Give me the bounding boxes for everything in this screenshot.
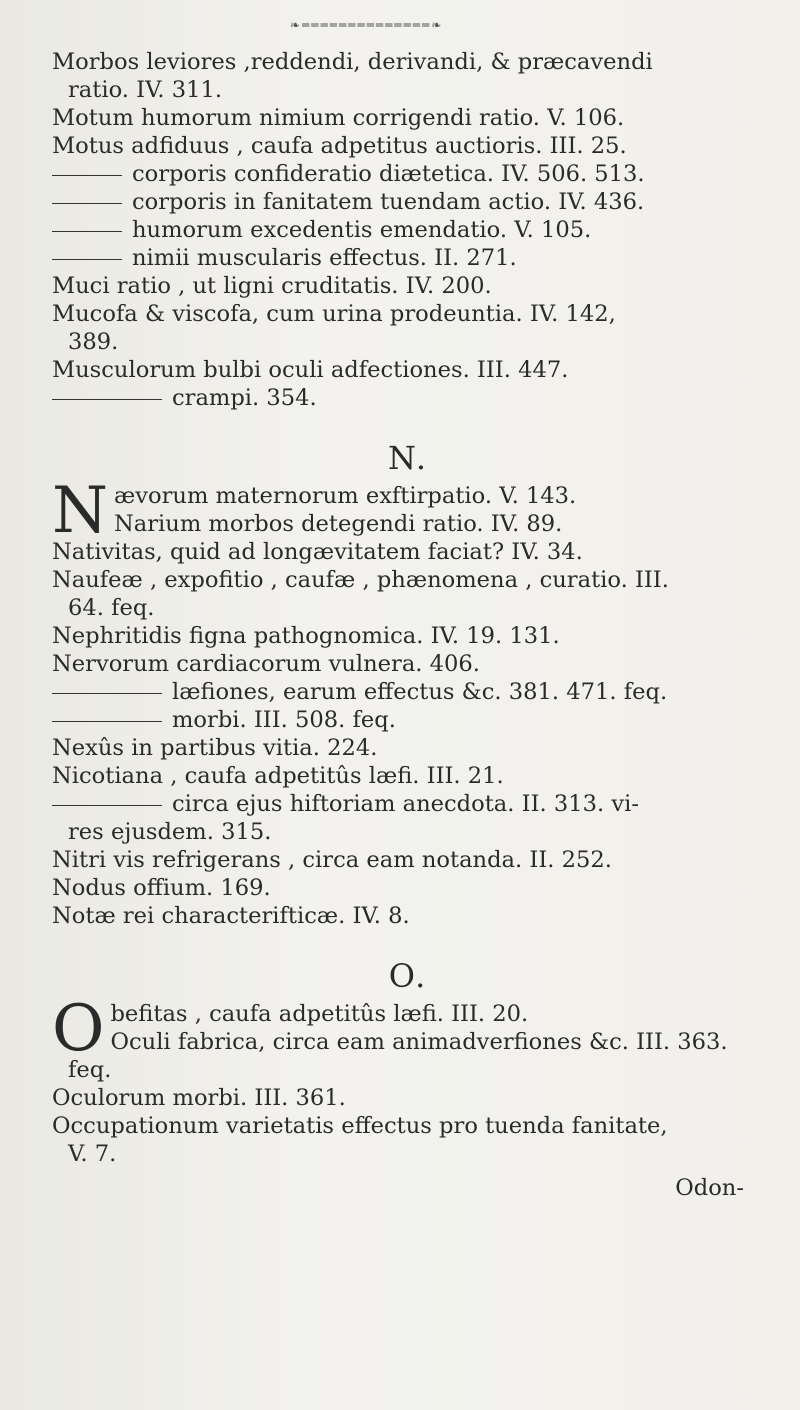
- ditto-dash: [52, 203, 122, 204]
- index-section-n: [52, 474, 764, 930]
- entry-continuation: res ejusdem. 315.: [68, 819, 272, 845]
- index-entry: [52, 132, 764, 160]
- catchword: Odon-: [675, 1175, 744, 1201]
- index-entry: [52, 188, 764, 216]
- header-ornament: ❧══════════════❧: [290, 18, 444, 32]
- entry-text: Musculorum bulbi oculi adfectiones. III. 447.: [52, 357, 569, 383]
- entry-text: Occupationum varietatis effectus pro tuenda fanitate,: [52, 1113, 668, 1139]
- entry-text: Notæ rei characterifticæ. IV. 8.: [52, 903, 410, 929]
- ditto-dash: [52, 721, 162, 722]
- ditto-dash: [52, 693, 162, 694]
- drop-cap: N: [52, 474, 108, 548]
- entry-text: nimii muscularis effectus. II. 271.: [132, 245, 517, 271]
- index-entry: [52, 874, 764, 902]
- index-entry: [52, 566, 764, 622]
- entry-text: Nitri vis refrigerans , circa eam notanda. II. 252.: [52, 847, 612, 873]
- entry-text: Nicotiana , caufa adpetitûs læfi. III. 21.: [52, 763, 504, 789]
- entry-text: Muci ratio , ut ligni cruditatis. IV. 200.: [52, 273, 492, 299]
- entry-text: humorum excedentis emendatio. V. 105.: [132, 217, 592, 243]
- index-entry: [52, 300, 764, 356]
- index-entry: [52, 160, 764, 188]
- entry-continuation: 64. feq.: [68, 595, 155, 621]
- index-entry: [52, 272, 764, 300]
- ditto-dash: [52, 259, 122, 260]
- entry-text: Nexûs in partibus vitia. 224.: [52, 735, 378, 761]
- entry-text: circa ejus hiftoriam anecdota. II. 313. vi-: [172, 791, 639, 817]
- index-entry: [52, 384, 764, 412]
- entry-text: Oculi fabrica, circa eam animadverfiones &c. III. 363.: [110, 1029, 728, 1055]
- section-heading-o: O.: [388, 957, 428, 995]
- entry-text: corporis confideratio diætetica. IV. 506. 513.: [132, 161, 645, 187]
- index-entry: [52, 510, 764, 538]
- index-entry: [52, 1112, 764, 1168]
- entry-text: crampi. 354.: [172, 385, 317, 411]
- entry-text: Morbos leviores ,reddendi, derivandi, & præcavendi: [52, 49, 653, 75]
- drop-cap: O: [52, 992, 105, 1066]
- entry-text: Naufeæ , expofitio , caufæ , phænomena , curatio. III.: [52, 567, 669, 593]
- index-entry: [52, 538, 764, 566]
- index-section-m: [52, 48, 764, 412]
- entry-text: Nephritidis figna pathognomica. IV. 19. 131.: [52, 623, 560, 649]
- entry-continuation: feq.: [68, 1057, 112, 1083]
- entry-text: Nodus offium. 169.: [52, 875, 271, 901]
- index-entry: [52, 650, 764, 678]
- ditto-dash: [52, 399, 162, 400]
- index-section-o: [52, 992, 764, 1168]
- index-entry: [52, 104, 764, 132]
- index-entry: [52, 356, 764, 384]
- index-entry: [52, 1084, 764, 1112]
- entry-text: Oculorum morbi. III. 361.: [52, 1085, 346, 1111]
- index-entry: [52, 762, 764, 790]
- entry-text: befitas , caufa adpetitûs læfi. III. 20.: [110, 1001, 529, 1027]
- entry-text: læfiones, earum effectus &c. 381. 471. feq.: [172, 679, 668, 705]
- index-entry: [52, 48, 764, 104]
- entry-continuation: V. 7.: [68, 1141, 117, 1167]
- index-entry: [52, 216, 764, 244]
- entry-text: ævorum maternorum exftirpatio. V. 143.: [114, 483, 577, 509]
- index-entry: [52, 734, 764, 762]
- index-entry: [52, 846, 764, 874]
- entry-continuation: ratio. IV. 311.: [68, 77, 223, 103]
- entry-text: Nervorum cardiacorum vulnera. 406.: [52, 651, 480, 677]
- index-entry: [52, 678, 764, 706]
- index-entry: [52, 1028, 764, 1084]
- entry-continuation: 389.: [68, 329, 119, 355]
- ditto-dash: [52, 231, 122, 232]
- index-entry: [52, 790, 764, 846]
- index-entry: [52, 244, 764, 272]
- index-entry: [52, 622, 764, 650]
- section-heading-n: N.: [387, 439, 429, 477]
- entry-text: Mucofa & viscofa, cum urina prodeuntia. IV. 142,: [52, 301, 616, 327]
- ditto-dash: [52, 175, 122, 176]
- entry-text: Motus adfiduus , caufa adpetitus auctioris. III. 25.: [52, 133, 627, 159]
- index-entry: [52, 902, 764, 930]
- index-content: [52, 48, 764, 1202]
- entry-text: corporis in fanitatem tuendam actio. IV. 436.: [132, 189, 645, 215]
- entry-text: Motum humorum nimium corrigendi ratio. V. 106.: [52, 105, 625, 131]
- entry-text: Nativitas, quid ad longævitatem faciat? IV. 34.: [52, 539, 583, 565]
- entry-text: morbi. III. 508. feq.: [172, 707, 396, 733]
- index-entry: [52, 706, 764, 734]
- entry-text: Narium morbos detegendi ratio. IV. 89.: [114, 511, 563, 537]
- ditto-dash: [52, 805, 162, 806]
